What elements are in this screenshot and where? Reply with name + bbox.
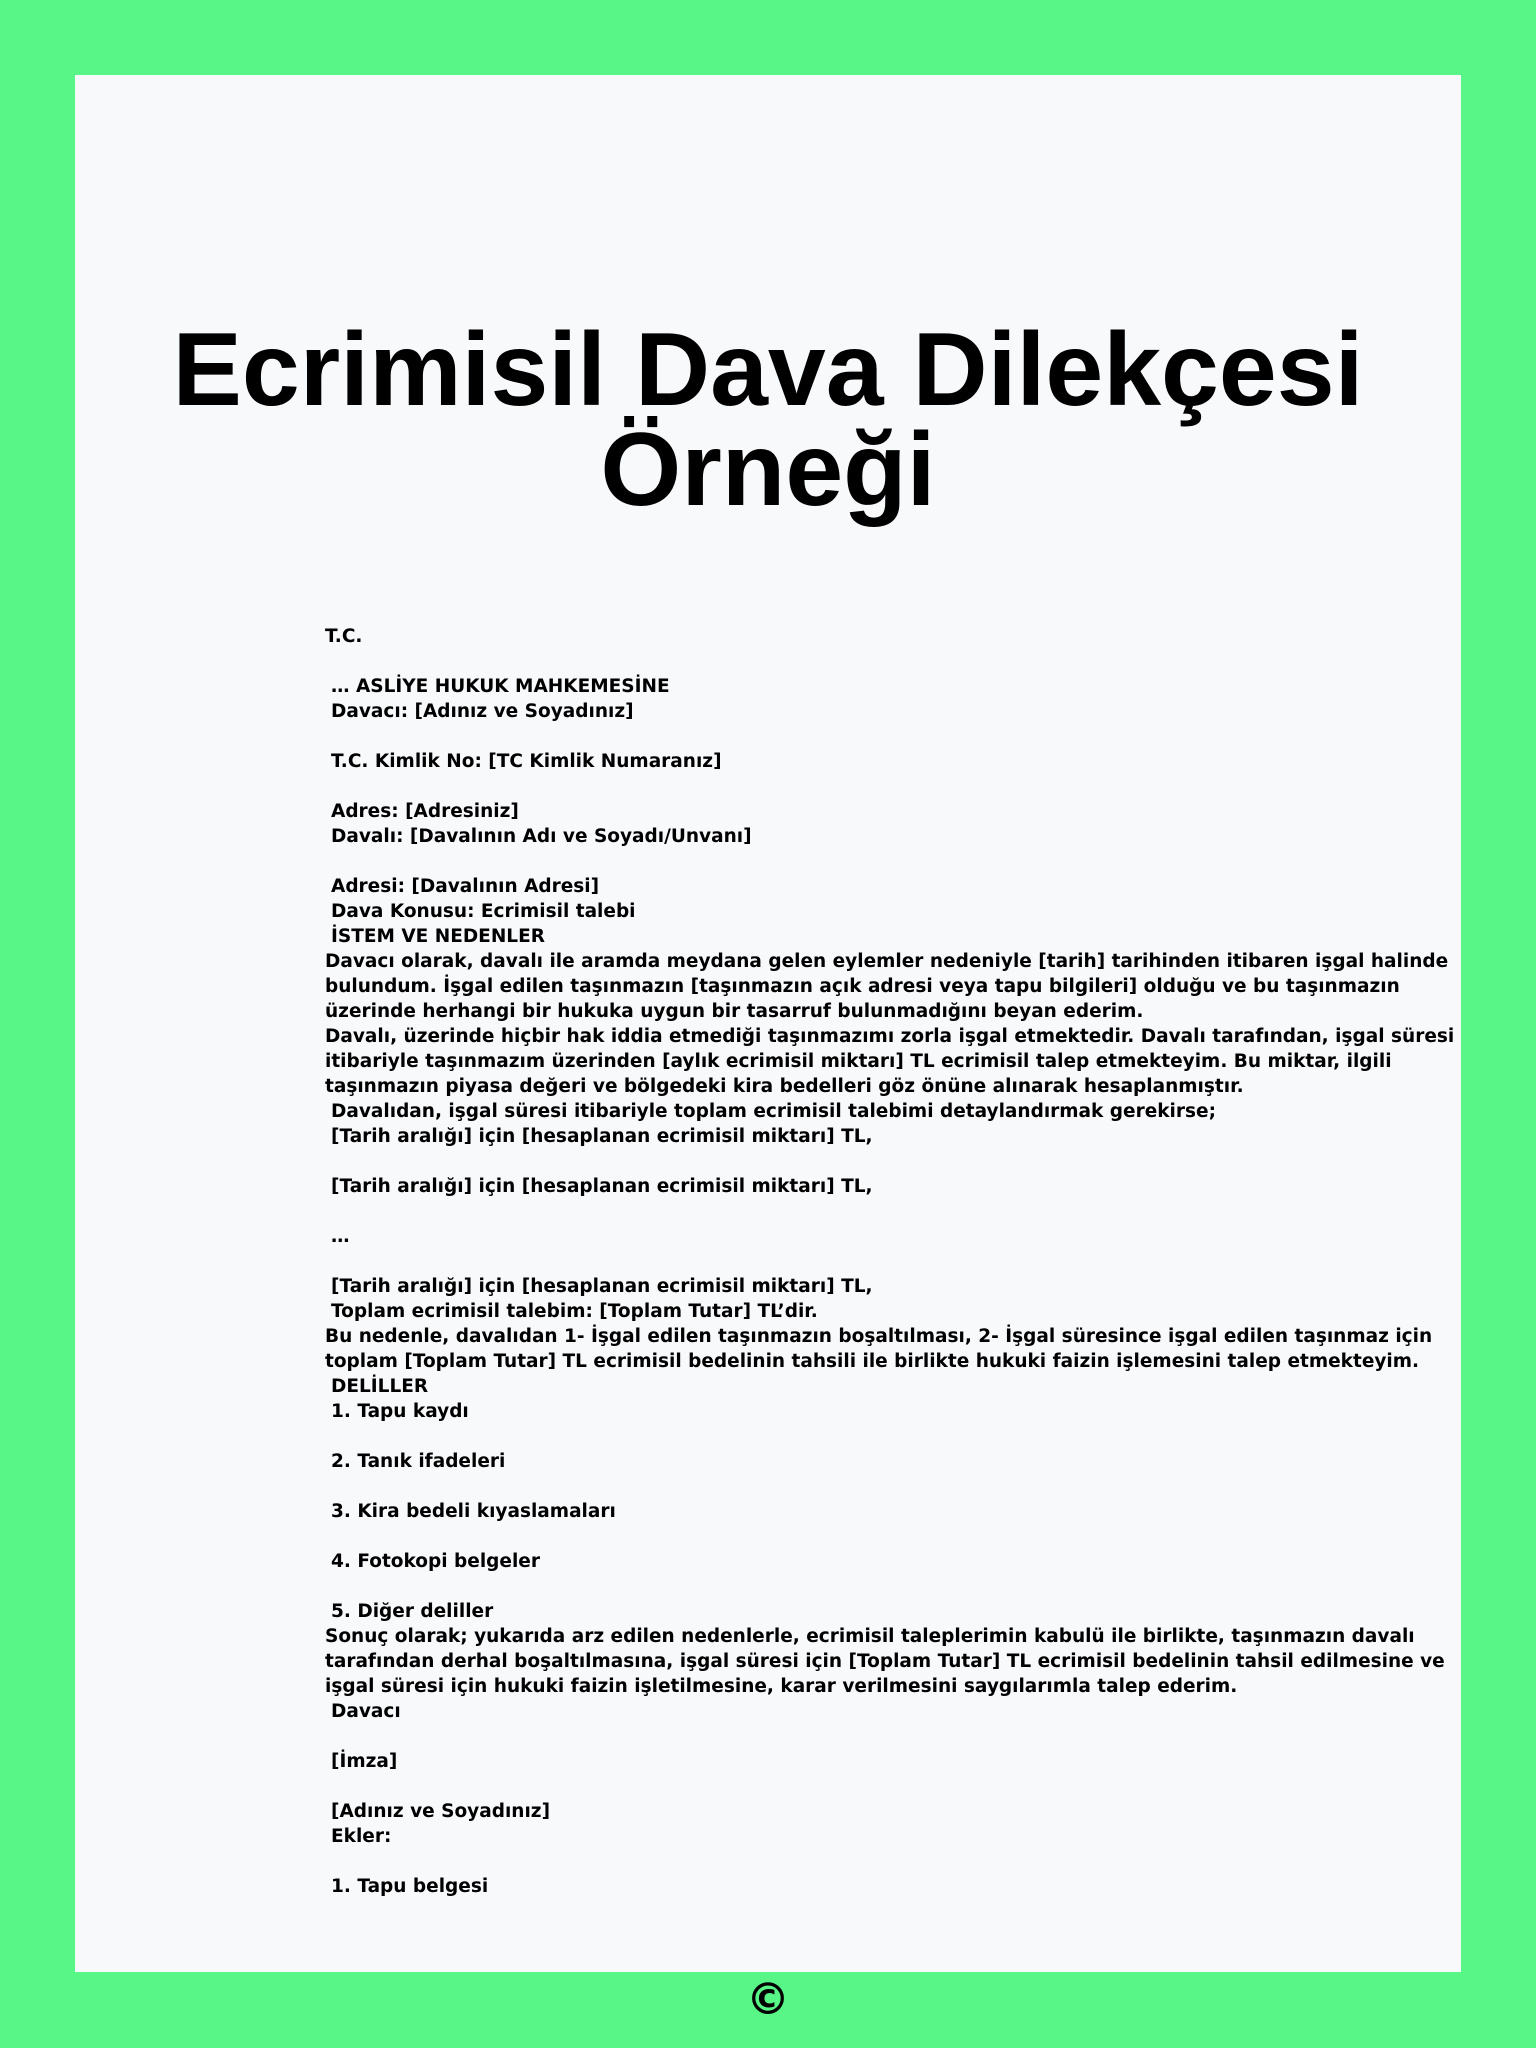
text-line: Bu nedenle, davalıdan 1- İşgal edilen taşınmazın boşaltılması, 2- İşgal süresince işgal edilen taşınmaz için — [325, 1326, 1433, 1347]
text-line: Ekler: — [331, 1826, 392, 1847]
blank-line — [325, 1474, 1385, 1499]
text-line: Davacı: [Adınız ve Soyadınız] — [331, 701, 634, 722]
text-line: [Tarih aralığı] için [hesaplanan ecrimisil miktarı] TL, — [331, 1276, 873, 1297]
blank-line — [325, 1149, 1385, 1174]
text-line: … — [331, 1226, 350, 1247]
text-line: T.C. — [325, 626, 363, 647]
text-line: bulundum. İşgal edilen taşınmazın [taşınmazın açık adresi veya tapu bilgileri] olduğu ve bu taşınmazın — [325, 976, 1400, 997]
blank-line — [325, 774, 1385, 799]
list-item: 1. Tapu belgesi — [331, 1876, 489, 1897]
text-line: taşınmazın piyasa değeri ve bölgedeki kira bedelleri göz önüne alınarak hesaplanmıştır. — [325, 1076, 1244, 1097]
blank-line — [325, 1774, 1385, 1799]
text-line: [Tarih aralığı] için [hesaplanan ecrimisil miktarı] TL, — [331, 1176, 873, 1197]
list-item: 2. Tanık ifadeleri — [331, 1451, 506, 1472]
text-line: Adresi: [Davalının Adresi] — [331, 876, 600, 897]
blank-line — [325, 1849, 1385, 1874]
text-line: Dava Konusu: Ecrimisil talebi — [331, 901, 636, 922]
text-line: itibariyle taşınmazım üzerinden [aylık ecrimisil miktarı] TL ecrimisil talep etmekteyim. Bu miktar, ilgili — [325, 1051, 1392, 1072]
text-line: üzerinde herhangi bir hukuka uygun bir tasarruf bulunmadığını beyan ederim. — [325, 1001, 1144, 1022]
text-line: Davalıdan, işgal süresi itibariyle toplam ecrimisil talebimi detaylandırmak gerekirse; — [331, 1101, 1216, 1122]
blank-line — [325, 1724, 1385, 1749]
text-line: Davalı: [Davalının Adı ve Soyadı/Unvanı] — [331, 826, 752, 847]
text-line: [İmza] — [331, 1751, 398, 1772]
blank-line — [325, 649, 1385, 674]
text-line: Davalı, üzerinde hiçbir hak iddia etmediği taşınmazımı zorla işgal etmektedir. Davalı tarafından, işgal süresi — [325, 1026, 1455, 1047]
list-item: 3. Kira bedeli kıyaslamaları — [331, 1501, 616, 1522]
blank-line — [325, 1574, 1385, 1599]
copyright-symbol: © — [746, 1974, 790, 2025]
blank-line — [325, 1524, 1385, 1549]
blank-line — [325, 1249, 1385, 1274]
list-item: 1. Tapu kaydı — [331, 1401, 469, 1422]
title-line-2: Örneği — [600, 412, 936, 528]
text-line: [Adınız ve Soyadınız] — [331, 1801, 551, 1822]
blank-line — [325, 724, 1385, 749]
text-line: Toplam ecrimisil talebim: [Toplam Tutar] TL’dir. — [331, 1301, 818, 1322]
text-line: tarafından derhal boşaltılmasına, işgal süresi için [Toplam Tutar] TL ecrimisil bedelinin tahsil edilmesine ve — [325, 1651, 1445, 1672]
blank-line — [325, 1424, 1385, 1449]
text-line: işgal süresi için hukuki faizin işletilmesine, karar verilmesini saygılarımla talep ederim. — [325, 1676, 1238, 1697]
text-line: T.C. Kimlik No: [TC Kimlik Numaranız] — [331, 751, 722, 772]
petition-body — [325, 624, 1455, 1899]
list-item: 5. Diğer deliller — [331, 1601, 494, 1622]
text-line: … ASLİYE HUKUK MAHKEMESİNE — [331, 676, 670, 697]
title-line-1: Ecrimisil Dava Dilekçesi — [172, 312, 1364, 428]
document-page — [75, 75, 1461, 2025]
blank-line — [325, 849, 1385, 874]
blank-line — [325, 1199, 1385, 1224]
text-line: Sonuç olarak; yukarıda arz edilen nedenlerle, ecrimisil taleplerimin kabulü ile birlikte, taşınmazın davalı — [325, 1626, 1415, 1647]
section-heading: İSTEM VE NEDENLER — [331, 926, 545, 947]
text-line: Davacı — [331, 1701, 401, 1722]
text-line: Davacı olarak, davalı ile aramda meydana gelen eylemler nedeniyle [tarih] tarihinden itibaren işgal halinde — [325, 951, 1449, 972]
text-line: toplam [Toplam Tutar] TL ecrimisil bedelinin tahsili ile birlikte hukuki faizin işlemesini talep etmekteyim. — [325, 1351, 1420, 1372]
text-line: [Tarih aralığı] için [hesaplanan ecrimisil miktarı] TL, — [331, 1126, 873, 1147]
document-title — [75, 312, 1461, 528]
section-heading: DELİLLER — [331, 1376, 429, 1397]
text-line: Adres: [Adresiniz] — [331, 801, 519, 822]
list-item: 4. Fotokopi belgeler — [331, 1551, 540, 1572]
